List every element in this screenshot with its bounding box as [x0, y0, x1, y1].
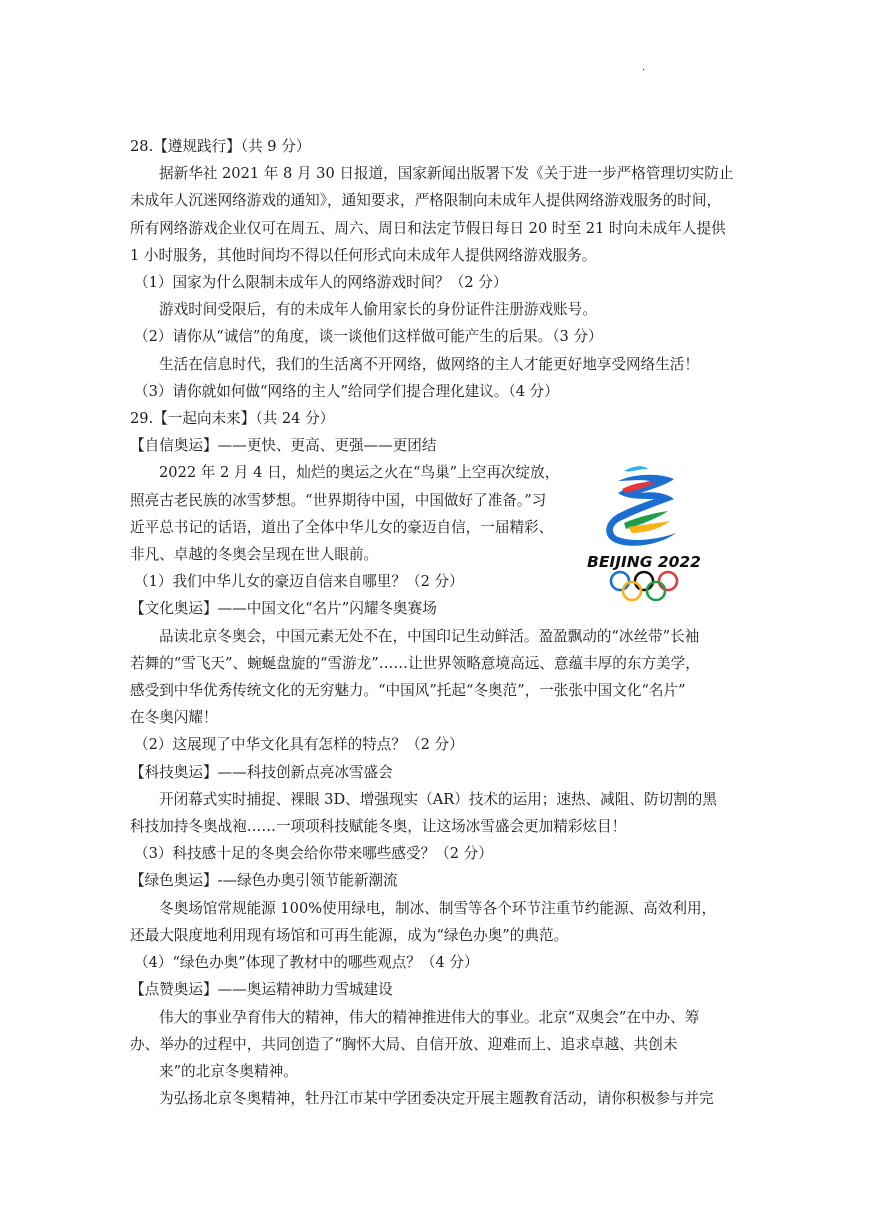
emblem-ribbon-cyan: [624, 466, 648, 471]
q29-section4-material: [130, 895, 742, 949]
q29-s2-line: 在冬奥闪耀！: [130, 709, 218, 727]
olympic-ring-yellow: [623, 582, 641, 600]
q29-s3-line: 开闭幕式实时捕捉、裸眼 3D、增强现实（AR）技术的运用；速热、减阻、防切割的黑: [159, 790, 717, 808]
olympic-ring-green: [647, 582, 665, 600]
olympic-ring-red: [659, 572, 677, 590]
q29-s2-line: 感受到中华优秀传统文化的无穷魅力。“中国风”托起“冬奥范”，一张张中国文化“名片”: [130, 682, 686, 700]
q28-text1: 游戏时间受限后，有的未成年人偷用家长的身份证件注册游戏账号。: [159, 301, 597, 319]
q28-sub2: （2）请你从“诚信”的角度，谈一谈他们这样做可能产生的后果。（3 分）: [134, 328, 603, 346]
q28-title: 28.【遵规践行】（共 9 分）: [130, 138, 311, 155]
q29-s2-line: 若舞的“雪飞天”、蜿蜒盘旋的“雪游龙”……让世界领略意境高远、意蕴丰厚的东方美学，: [130, 654, 700, 672]
q29-s1-line: 近平总书记的话语，道出了全体中华儿女的豪迈自信，一届精彩、: [130, 518, 554, 536]
q29-section2-material: [130, 623, 742, 732]
q29-sub4: （4）“绿色办奥”体现了教材中的哪些观点？（4 分）: [134, 954, 479, 972]
q29-title: 29.【一起向未来】（共 24 分）: [130, 410, 335, 428]
q29-s4-line: 还最大限度地利用现有场馆和可再生能源，成为“绿色办奥”的典范。: [130, 926, 569, 944]
olympic-ring-blue: [611, 572, 629, 590]
q29-s2-line: 品读北京冬奥会，中国元素无处不在，中国印记生动鲜活。盈盈飘动的“冰丝带”长袖: [159, 627, 700, 645]
q29-s3-line: 科技加持冬奥战袍……一项项科技赋能冬奥，让这场冰雪盛会更加精彩炫目！: [130, 818, 627, 836]
q28-material-line: 据新华社 2021 年 8 月 30 日报道，国家新闻出版署下发《关于进一步严格管理切实防止: [159, 165, 734, 183]
q28-material: [130, 160, 742, 269]
q29-s5-line: 办、举办的过程中，共同创造了“胸怀大局、自信开放、迎难而上、追求卓越、共创未: [130, 1035, 678, 1053]
q28-material-line: 1 小时服务，其他时间均不得以任何形式向未成年人提供网络游戏服务。: [130, 246, 597, 264]
q29-s1-line: 照亮古老民族的冰雪梦想。“世界期待中国，中国做好了准备。”习: [130, 491, 547, 509]
q29-s5-line: 为弘扬北京冬奥精神，牡丹江市某中学团委决定开展主题教育活动，请你积极参与并完: [159, 1090, 714, 1108]
olympic-ring-black: [635, 572, 653, 590]
q28-material-line: 所有网络游戏企业仅可在周五、周六、周日和法定节假日每日 20 时至 21 时向未成年人提供: [130, 219, 726, 237]
q29-s1-line: 非凡、卓越的冬奥会呈现在世人眼前。: [130, 546, 379, 564]
beijing-2022-logo: [582, 463, 706, 609]
q29-section5-material: [130, 1004, 742, 1113]
q29-sub1: （1）我们中华儿女的豪迈自信来自哪里？（2 分）: [134, 573, 464, 591]
q29-sub2: （2）这展现了中华文化具有怎样的特点？（2 分）: [134, 736, 464, 754]
q29-s5-line: 来”的北京冬奥精神。: [159, 1062, 298, 1080]
q29-section3-heading: 【科技奥运】——科技创新点亮冰雪盛会: [130, 763, 393, 781]
q28-sub3: （3）请你就如何做“网络的主人”给同学们提合理化建议。（4 分）: [134, 382, 559, 400]
document-body: [130, 133, 742, 1112]
q29-s4-line: 冬奥场馆常规能源 100%使用绿电，制冰、制雪等各个环节注重节约能源、高效利用，: [159, 899, 717, 917]
q29-sub3: （3）科技感十足的冬奥会给你带来哪些感受？（2 分）: [134, 845, 493, 863]
q28-text2: 生活在信息时代，我们的生活离不开网络，做网络的主人才能更好地享受网络生活！: [159, 355, 699, 373]
q29-section5-heading: 【点赞奥运】——奥运精神助力雪城建设: [130, 981, 393, 999]
q29-section1-heading: 【自信奥运】——更快、更高、更强——更团结: [130, 437, 437, 455]
q29-section3-material: [130, 786, 742, 840]
page-mark: ·: [642, 65, 646, 76]
q29-s5-line: 伟大的事业孕育伟大的精神，伟大的精神推进伟大的事业。北京“双奥会”在中办、筹: [159, 1008, 700, 1026]
q29-section4-heading: 【绿色奥运】-—绿色办奥引领节能新潮流: [130, 872, 398, 890]
q29-section2-heading: 【文化奥运】——中国文化“名片”闪耀冬奥赛场: [130, 600, 437, 618]
beijing-2022-emblem-icon: [582, 463, 706, 609]
q29-s1-line: 2022 年 2 月 4 日，灿烂的奥运之火在“鸟巢”上空再次绽放，: [159, 464, 560, 482]
q29-section1-material: [130, 459, 575, 568]
q28-material-line: 未成年人沉迷网络游戏的通知》，通知要求，严格限制向未成年人提供网络游戏服务的时间，: [130, 192, 722, 210]
logo-wordmark: BEIJING 2022: [587, 553, 701, 571]
q28-sub1: （1）国家为什么限制未成年人的网络游戏时间？（2 分）: [134, 274, 508, 292]
